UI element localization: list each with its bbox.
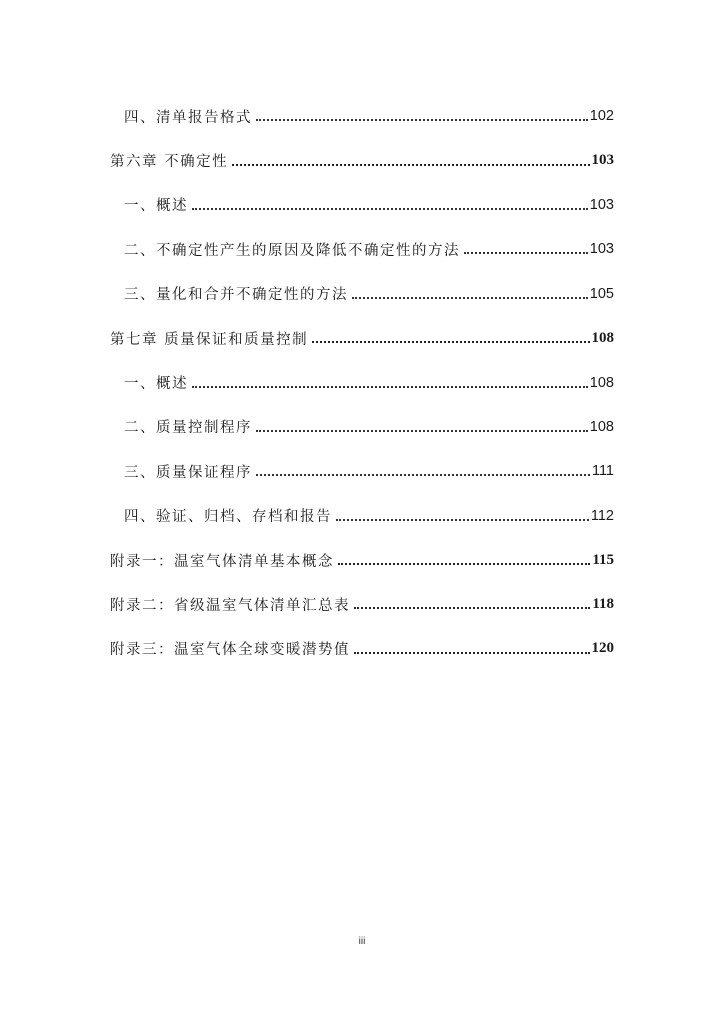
toc-entry-page: 103 — [591, 152, 614, 169]
toc-entry-quality-assurance[interactable] — [110, 449, 614, 493]
toc-entry-appendix-2[interactable] — [110, 582, 614, 626]
toc-entry-uncertainty-quantification[interactable] — [110, 272, 614, 316]
toc-entry-page: 108 — [591, 329, 614, 346]
dot-leader — [354, 593, 590, 609]
toc-entry-page: 118 — [592, 595, 614, 612]
toc-entry-appendix-1[interactable] — [110, 538, 614, 582]
toc-entry-page: 120 — [591, 640, 614, 657]
toc-entry-label: 附录三：温室气体全球变暖潜势值 — [110, 642, 350, 659]
toc-entry-page: 108 — [589, 418, 614, 435]
toc-entry-label: 二、不确定性产生的原因及降低不确定性的方法 — [124, 242, 460, 259]
toc-entry-overview-7[interactable] — [110, 360, 614, 404]
toc-entry-label: 二、质量控制程序 — [124, 420, 252, 437]
toc-entry-label: 三、质量保证程序 — [124, 464, 252, 481]
toc-entry-uncertainty-causes[interactable] — [110, 227, 614, 271]
toc-entry-quality-control[interactable] — [110, 405, 614, 449]
dot-leader — [354, 638, 590, 654]
dot-leader — [192, 194, 588, 210]
toc-entry-chapter-6[interactable] — [110, 138, 614, 182]
toc-entry-appendix-3[interactable] — [110, 627, 614, 671]
toc-entry-label: 附录二：省级温室气体清单汇总表 — [110, 597, 350, 614]
dot-leader — [256, 460, 590, 476]
toc-entry-page: 102 — [589, 108, 614, 125]
dot-leader — [232, 150, 589, 166]
dot-leader — [312, 327, 589, 343]
toc-entry-label: 一、概述 — [124, 376, 188, 393]
dot-leader — [338, 549, 590, 565]
toc-entry-page: 111 — [591, 463, 614, 480]
page-number: iii — [358, 936, 366, 947]
toc-entry-label: 附录一：温室气体清单基本概念 — [110, 553, 334, 570]
toc-entry-page: 112 — [590, 507, 614, 524]
toc-entry-label: 一、概述 — [124, 198, 188, 215]
toc-entry-page: 103 — [589, 196, 614, 213]
toc-entry-overview-6[interactable] — [110, 183, 614, 227]
toc-entry-label: 三、量化和合并不确定性的方法 — [124, 287, 348, 304]
toc-entry-page: 103 — [589, 241, 614, 258]
dot-leader — [256, 416, 588, 432]
dot-leader — [256, 105, 588, 121]
toc-entry-page: 105 — [589, 285, 614, 302]
dot-leader — [336, 505, 589, 521]
dot-leader — [352, 283, 588, 299]
dot-leader — [464, 238, 588, 254]
table-of-contents — [110, 94, 614, 671]
toc-entry-page: 108 — [589, 374, 614, 391]
toc-entry-report-format[interactable] — [110, 94, 614, 138]
toc-entry-page: 115 — [592, 551, 614, 568]
toc-entry-label: 第七章 质量保证和质量控制 — [110, 331, 309, 348]
dot-leader — [192, 372, 588, 388]
toc-entry-label: 四、清单报告格式 — [124, 109, 252, 126]
toc-entry-chapter-7[interactable] — [110, 316, 614, 360]
toc-entry-label: 四、验证、归档、存档和报告 — [124, 509, 332, 526]
toc-entry-label: 第六章 不确定性 — [110, 154, 229, 171]
toc-entry-verification-archiving[interactable] — [110, 494, 614, 538]
